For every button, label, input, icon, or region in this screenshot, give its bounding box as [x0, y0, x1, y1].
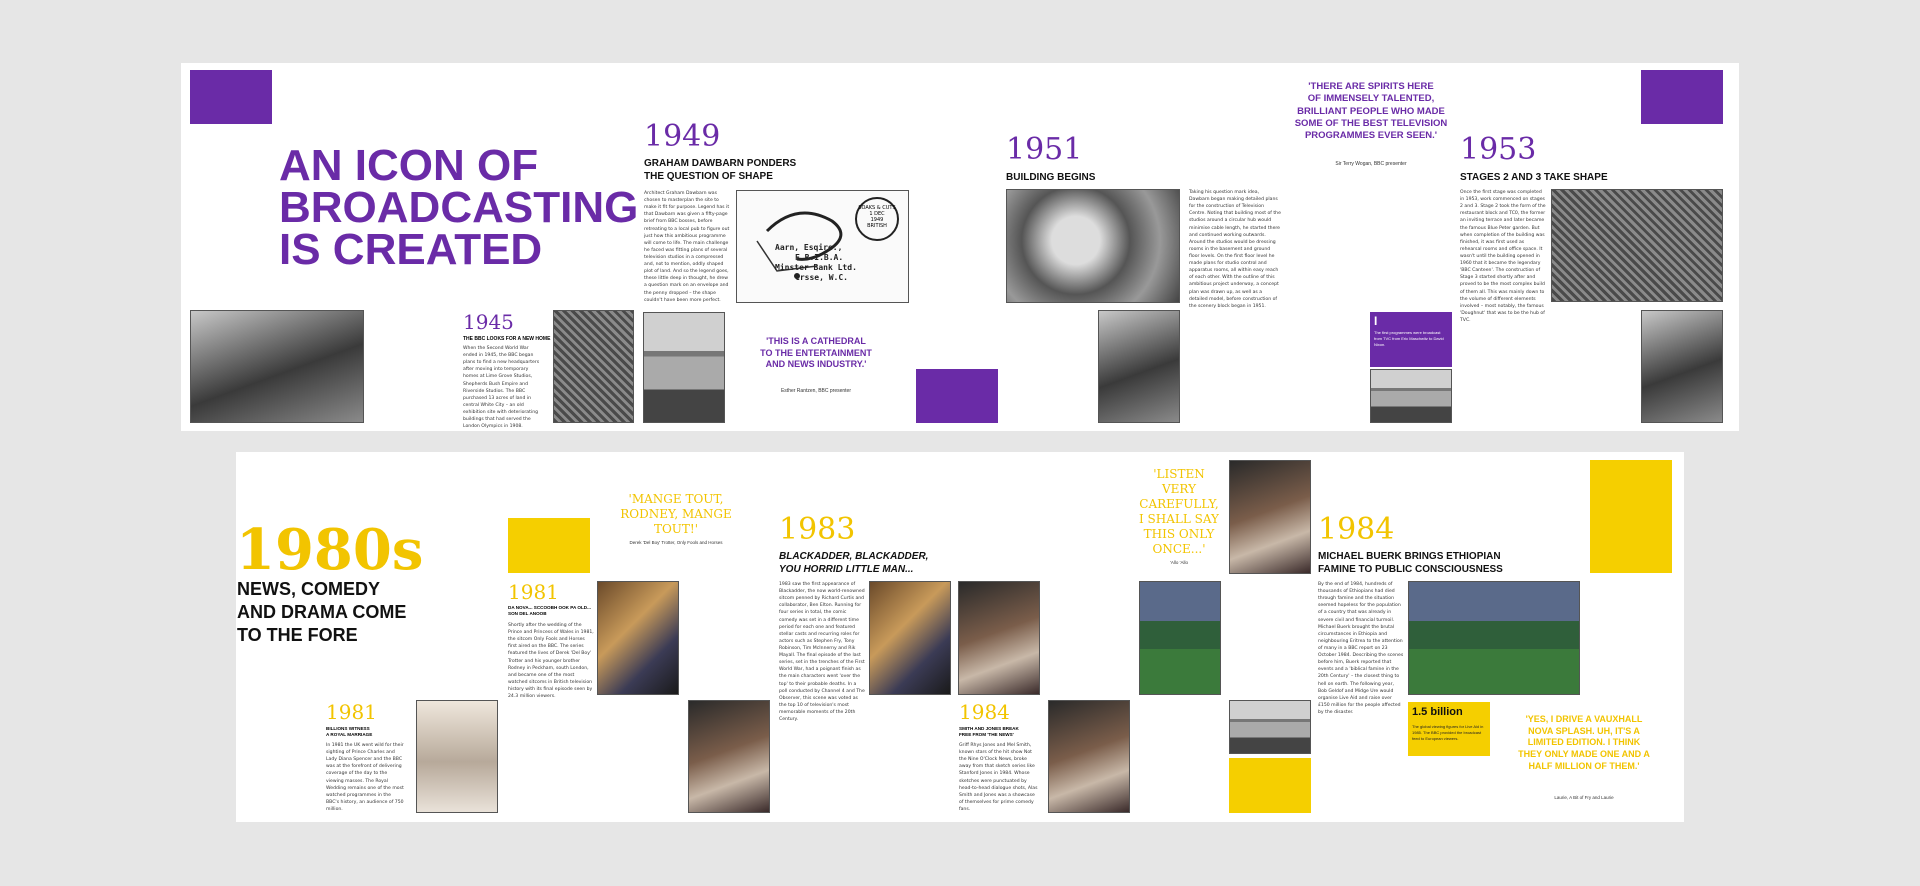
stat-value: 1.5 billion [1412, 706, 1463, 718]
quote-listen-cite: 'Allo 'Allo [1170, 560, 1188, 565]
body-1984-a: Griff Rhys Jones and Mel Smith, known stars of the hit show Not the Nine O'Clock News, broke away from that sketch series like Stanford Jones in 1984. Whose sketches were punctuated by head-to-head dialogue shots, Alas Smith and Jones was a showcase of themselves for prime comedy fans. [959, 743, 1038, 812]
body-1953: Once the first stage was completed in 1953, work commenced on stages 2 and 3. Stage 2 took the form of the restaurant block and TC0, the former an inviting terrace and later became the famous Blue Peter garden. But when completion of the building was finished, it was first used as rehearsal rooms and office space. It wasn't until the building opened in 1960 that it became the legendary 'BBC Canteen'. The construction of Stage 3 started shortly after and proved to be the most complex build of them all. This was mainly down to the volume of different elements involved – most notably, the famous 'Doughnut' that was to be the hub of TVC. [1460, 190, 1546, 323]
year-1945: 1945 [463, 310, 514, 334]
quote-vauxhall: 'YES, I DRIVE A VAUXHALL NOVA SPLASH. UH, IT'S A LIMITED EDITION. I THINK THEY ONLY MADE ONE AND A HALF MILLION OF THEM.' [1518, 714, 1650, 771]
purple-block-top-right [1641, 70, 1723, 124]
heading-1945: THE BBC LOOKS FOR A NEW HOME [463, 336, 551, 342]
heading-1949: GRAHAM DAWBARN PONDERS THE QUESTION OF SHAPE [644, 158, 797, 182]
photo-model-inspection [1098, 310, 1180, 423]
decade-title: 1980s [236, 517, 424, 583]
photo-construction-2 [643, 312, 725, 423]
photo-studio-floor [1370, 369, 1452, 423]
purple-block-top-left [190, 70, 272, 124]
quote-vauxhall-cite: Laurie, A Bit of Fry and Laurie [1554, 795, 1614, 800]
quote-spirits: 'THERE ARE SPIRITS HERE OF IMMENSELY TALENTED, BRILLIANT PEOPLE WHO MADE SOME OF THE BEST TELEVISION PROGRAMMES EVER SEEN.' [1294, 81, 1448, 142]
year-1984-b: 1984 [1318, 512, 1395, 547]
photo-band [1139, 581, 1221, 695]
quote-spirits-cite: Sir Terry Wogan, BBC presenter [1335, 161, 1407, 167]
purple-callout [1370, 312, 1452, 367]
page-title: AN ICON OF BROADCASTING IS CREATED [279, 141, 639, 274]
envelope-address: Aarn, Esqire., F.R.I.B.A. Minster Bank Ltd. Crsse, W.C. [775, 243, 857, 282]
quote-listen: 'LISTEN VERY CAREFULLY, I SHALL SAY THIS ONLY ONCE...' [1139, 467, 1219, 556]
quote-cathedral: 'THIS IS A CATHEDRAL TO THE ENTERTAINMENT AND NEWS INDUSTRY.' [760, 336, 872, 370]
photo-blackadder-2 [958, 581, 1040, 695]
body-1981-b: In 1981 the UK went wild for their sighting of Prince Charles and Lady Diana Spencer and the BBC was at the forefront of delivering coverage of the day to the viewing masses. The Royal Wedding remains one of the most watched programmes in the BBC's history, an audience of 750 million. [326, 743, 404, 812]
photo-construction-1 [553, 310, 634, 423]
photo-blackadder-1 [869, 581, 951, 695]
photo-only-fools [597, 581, 679, 695]
quote-mange-tout: 'MANGE TOUT, RODNEY, MANGE TOUT!' [620, 492, 732, 536]
callout-mark: I [1374, 314, 1378, 328]
year-1984-a: 1984 [959, 700, 1010, 724]
quote-cathedral-cite: Esther Rantzen, BBC presenter [780, 388, 852, 394]
callout-text: The first programmes were broadcast from TVC from Eric Maschwitz to David Nixon. [1374, 330, 1444, 347]
body-1951: Taking his question mark idea, Dawbarn began making detailed plans for the construction of Television Centre. Noting that building most of the studios around a circular hub would minimise cable length, he started there and continued working outwards. Around the studios would be dressing rooms in the basement and ground floor levels. On the first floor level he made plans for studio control and apparatus rooms, all within easy reach of each other. With the outline of this ambitious project underway, a concept plan was drawn up, as well as a detailed model, before construction of the scenery block began in 1951. [1189, 190, 1281, 309]
body-1949: Architect Graham Dawbarn was chosen to masterplan the site to make it fit for purpose. Legend has it that Dawbarn was given a fifty-page brief from BBC bosses, before retreating to a local pub to figure out just how this ambitious programme will come to life. The main challenge he faced was fitting plans of several television studios in a compressed and, not to mention, oddly shaped plot of land. And so the legend goes, these little deep in thought, he drew a question mark on an envelope and the penny dropped – the shape couldn't have been more perfect. [644, 191, 730, 303]
quote-mange-tout-cite: Derek 'Del Boy' Trotter, Only Fools and Horses [629, 540, 723, 545]
photo-aerial-site [190, 310, 364, 423]
year-1983: 1983 [779, 512, 856, 547]
photo-smith-jones [1048, 700, 1130, 813]
body-1981-a: Shortly after the wedding of the Prince and Princess of Wales in 1981, the sitcom Only Fools and Horses first aired on the BBC. The series featured the lives of Derek 'Del Boy' Trotter and his younger brother Rodney in Peckham, south London, and became one of the most watched sitcoms in British television history with its final episode seen by 24.3 million viewers. [508, 623, 594, 700]
heading-1984-a: SMITH AND JONES BREAK FREE FROM 'THE NEWS' [959, 726, 1019, 738]
photo-canteen [1641, 310, 1723, 423]
year-1951: 1951 [1006, 132, 1083, 167]
heading-1981-b: BILLIONS WITNESS A ROYAL MARRIAGE [326, 726, 373, 738]
stat-box [1408, 702, 1490, 756]
heading-1953: STAGES 2 AND 3 TAKE SHAPE [1460, 172, 1608, 183]
photo-stadium-group [1408, 581, 1580, 695]
year-1981-b: 1981 [326, 700, 377, 724]
photo-live-aid-small [1229, 700, 1311, 754]
bottom-panel [236, 452, 1684, 822]
heading-1981-a: DA NOVA... SCCOOBH OOK PA OLD... SON DEL ANOOB [508, 605, 591, 617]
photo-studio-stage [1551, 189, 1723, 302]
heading-1951: BUILDING BEGINS [1006, 172, 1096, 183]
stat-text: The global viewing figures for Live Aid in 1985. The BBC provided the broadcast feed to European viewers. [1412, 724, 1484, 741]
heading-1983: BLACKADDER, BLACKADDER, YOU HORRID LITTLE MAN... [779, 551, 929, 575]
yellow-block-1 [508, 518, 590, 573]
year-1981-a: 1981 [508, 580, 559, 604]
yellow-block-2 [1229, 758, 1311, 813]
body-1945: When the Second World War ended in 1945, the BBC began plans to find a new headquarters after moving into temporary homes at Lime Grove Studios, Shepherds Bush Empire and Riverside Studios. The BBC purchased 13 acres of land in central White City – an old exhibition site with deteriorating buildings that had served the London Olympics in 1908. [463, 346, 540, 430]
heading-1984-b: MICHAEL BUERK BRINGS ETHIOPIAN FAMINE TO PUBLIC CONSCIOUSNESS [1318, 551, 1503, 575]
photo-envelope-sketch [736, 190, 909, 303]
photo-allo-allo [1229, 460, 1311, 574]
top-panel [181, 63, 1739, 431]
photo-presenter [688, 700, 770, 813]
body-1983: 1983 saw the first appearance of Blackadder, the now world-renowned sitcom penned by Richard Curtis and collaborator, Ben Elton. Running for four series in total, the comic comedy was set in a different time period for each one and featured stellar casts and recurring roles for actors such as Stephen Fry, Tony Robinson, Tim McInnerny and Rik Mayall. The final episode of the last series, set in the trenches of the First World War, had a poignant finish as the main characters went 'over the top' to their probable deaths. In a poll conducted by Channel 4 and The Observer, this scene was voted as the top 10 of television's most memorable moments of the 20th Century. [779, 582, 865, 723]
photo-royal-wedding [416, 700, 498, 813]
bottom-title: NEWS, COMEDY AND DRAMA COME TO THE FORE [237, 579, 407, 645]
postmark-stamp: SOAKS & CUTS 1 DEC 1949 BRITISH [855, 197, 899, 241]
year-1949: 1949 [644, 119, 721, 154]
purple-block-middle [916, 369, 998, 423]
body-1984-b: By the end of 1984, hundreds of thousands of Ethiopians had died through famine and the situation seemed hopeless for the population of a country that was already in severe civil and financial turmoil. Michael Buerk brought the brutal circumstances in Ethiopia and neighbouring Eritrea to the attention of many in a BBC report on 23 October 1984. Describing the scenes before him, Buerk reported that events and a 'biblical famine in the 20th Century' – the closest thing to hell on earth. The following year, Bob Geldof and Midge Ure would organise Live Aid and raise over £150 million for the people affected by the disaster. [1318, 582, 1404, 715]
photo-architectural-plan [1006, 189, 1180, 303]
year-1953: 1953 [1460, 132, 1537, 167]
yellow-block-3 [1590, 460, 1672, 573]
